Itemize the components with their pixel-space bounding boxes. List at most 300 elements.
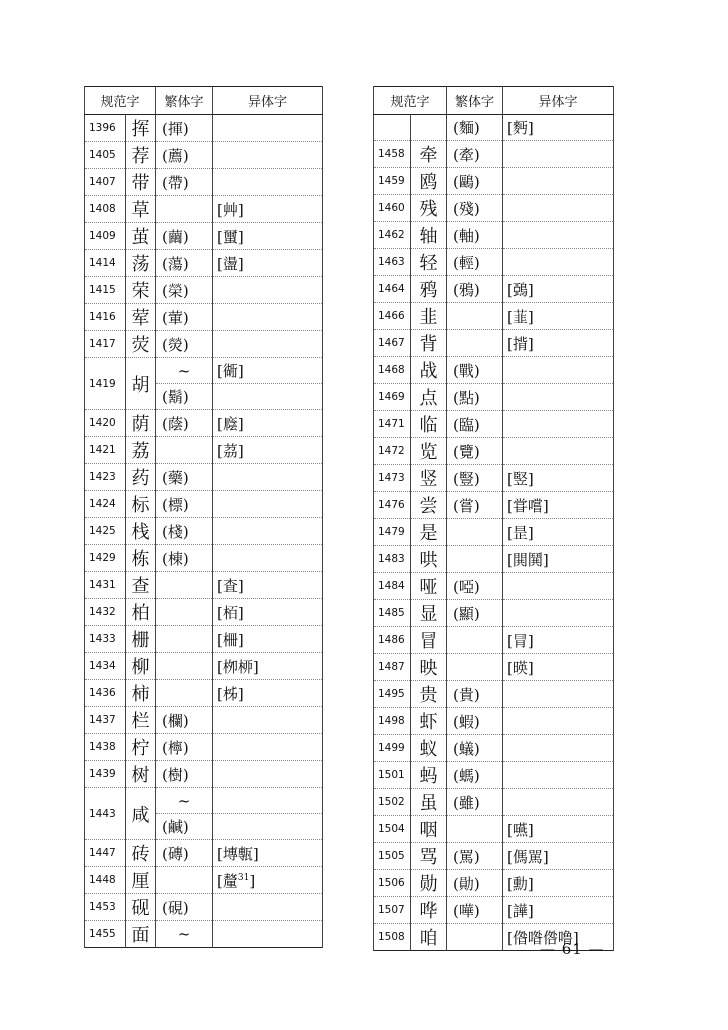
traditional-char [156, 867, 213, 894]
traditional-char: (硯) [156, 894, 213, 921]
table-row [85, 491, 323, 518]
variant-char: [衚] [213, 358, 323, 384]
char-number: 1409 [85, 223, 126, 250]
char-number: 1437 [85, 707, 126, 734]
table-row [85, 734, 323, 761]
char-number: 1433 [85, 626, 126, 653]
variant-char [503, 762, 614, 789]
table-row [374, 654, 614, 681]
traditional-char: (帶) [156, 169, 213, 196]
traditional-char [447, 654, 503, 681]
traditional-char: (顯) [447, 600, 503, 627]
char-number: 1504 [374, 816, 411, 843]
variant-char [503, 195, 614, 222]
standard-char: 尝 [411, 492, 447, 519]
traditional-char: (鷗) [447, 168, 503, 195]
standard-char: 鸥 [411, 168, 447, 195]
traditional-char: (繭) [156, 223, 213, 250]
char-number: 1434 [85, 653, 126, 680]
variant-char [503, 357, 614, 384]
traditional-char: (嘗) [447, 492, 503, 519]
traditional-char: (鹹) [156, 814, 213, 840]
standard-char: 览 [411, 438, 447, 465]
char-number: 1415 [85, 277, 126, 304]
character-table-left [84, 86, 323, 948]
traditional-char: (牽) [447, 141, 503, 168]
char-number: 1396 [85, 115, 126, 142]
table-body-left [85, 115, 323, 948]
standard-char: 蚂 [411, 762, 447, 789]
traditional-char [447, 303, 503, 330]
variant-char: [昰] [503, 519, 614, 546]
standard-char: 荔 [126, 437, 156, 464]
table-row [374, 330, 614, 357]
variant-char [213, 115, 323, 142]
standard-char: 柿 [126, 680, 156, 707]
standard-char: 栏 [126, 707, 156, 734]
table-row [85, 894, 323, 921]
table-row [374, 843, 614, 870]
traditional-char: (欄) [156, 707, 213, 734]
variant-char [503, 222, 614, 249]
variant-char: [柵] [213, 626, 323, 653]
char-number: 1447 [85, 840, 126, 867]
traditional-char [447, 546, 503, 573]
variant-char [503, 681, 614, 708]
traditional-char: (嘩) [447, 897, 503, 924]
char-number: 1429 [85, 545, 126, 572]
variant-char: [甞嚐] [503, 492, 614, 519]
variant-char [213, 304, 323, 331]
table-row [85, 626, 323, 653]
table-row [85, 840, 323, 867]
table-row [374, 519, 614, 546]
standard-char: 哗 [411, 897, 447, 924]
table-row [85, 196, 323, 223]
standard-char [411, 115, 447, 141]
table-row [374, 789, 614, 816]
variant-char: [勳] [503, 870, 614, 897]
table-row [374, 384, 614, 411]
traditional-char: (罵) [447, 843, 503, 870]
traditional-char: (葷) [156, 304, 213, 331]
char-number: 1476 [374, 492, 411, 519]
standard-char: 柏 [126, 599, 156, 626]
variant-char [213, 142, 323, 169]
char-number: 1421 [85, 437, 126, 464]
traditional-char: (揮) [156, 115, 213, 142]
standard-char: 勋 [411, 870, 447, 897]
char-number: 1419 [85, 358, 126, 410]
traditional-char: (棧) [156, 518, 213, 545]
traditional-char [156, 626, 213, 653]
standard-char: 贵 [411, 681, 447, 708]
char-number: 1408 [85, 196, 126, 223]
char-number: 1460 [374, 195, 411, 222]
standard-char: 哑 [411, 573, 447, 600]
char-number: 1414 [85, 250, 126, 277]
traditional-char: (蟻) [447, 735, 503, 762]
header-variant: 异体字 [213, 87, 323, 115]
variant-char: [揹] [503, 330, 614, 357]
char-number: 1436 [85, 680, 126, 707]
char-number: 1438 [85, 734, 126, 761]
table-row [374, 600, 614, 627]
standard-char: 咱 [411, 924, 447, 951]
variant-char: [茘] [213, 437, 323, 464]
table-row [374, 411, 614, 438]
table-row [85, 223, 323, 250]
page-number: — 61 — [540, 940, 605, 958]
header-standard: 规范字 [85, 87, 156, 115]
variant-char [503, 708, 614, 735]
char-number: 1459 [374, 168, 411, 195]
table-row [85, 867, 323, 894]
traditional-char: ~ [156, 921, 213, 948]
char-number: 1486 [374, 627, 411, 654]
header-traditional: 繁体字 [156, 87, 213, 115]
table-row [85, 572, 323, 599]
traditional-char: (磚) [156, 840, 213, 867]
table-row [85, 653, 323, 680]
traditional-char: (鬍) [156, 384, 213, 410]
traditional-char: (熒) [156, 331, 213, 358]
character-table-right [373, 86, 614, 951]
table-row [85, 304, 323, 331]
variant-char [213, 464, 323, 491]
char-number: 1508 [374, 924, 411, 951]
traditional-char: (棟) [156, 545, 213, 572]
char-number: 1466 [374, 303, 411, 330]
variant-char [503, 573, 614, 600]
char-number: 1448 [85, 867, 126, 894]
table-header-row [374, 87, 614, 115]
footnote-ref: 31 [237, 872, 250, 883]
table-row [85, 115, 323, 142]
variant-char [213, 384, 323, 410]
variant-char: [廕] [213, 410, 323, 437]
traditional-char: (輕) [447, 249, 503, 276]
standard-char: 咽 [411, 816, 447, 843]
variant-char: [暎] [503, 654, 614, 681]
variant-char [213, 491, 323, 518]
char-number: 1468 [374, 357, 411, 384]
standard-char: 挥 [126, 115, 156, 142]
standard-char: 带 [126, 169, 156, 196]
char-number: 1505 [374, 843, 411, 870]
variant-char [503, 249, 614, 276]
traditional-char [447, 816, 503, 843]
variant-char [213, 707, 323, 734]
char-number: 1501 [374, 762, 411, 789]
char-number: 1467 [374, 330, 411, 357]
char-number: 1417 [85, 331, 126, 358]
variant-char: [韮] [503, 303, 614, 330]
char-number: 1498 [374, 708, 411, 735]
standard-char: 药 [126, 464, 156, 491]
standard-char: 点 [411, 384, 447, 411]
char-number: 1464 [374, 276, 411, 303]
table-row [374, 465, 614, 492]
variant-char: [鵶] [503, 276, 614, 303]
standard-char: 牵 [411, 141, 447, 168]
table-header-row [85, 87, 323, 115]
char-number: 1479 [374, 519, 411, 546]
char-number: 1473 [374, 465, 411, 492]
table-row [85, 761, 323, 788]
table-row [374, 276, 614, 303]
variant-char: [査] [213, 572, 323, 599]
char-number: 1471 [374, 411, 411, 438]
variant-char: [閧鬨] [503, 546, 614, 573]
table-row [85, 437, 323, 464]
standard-char: 背 [411, 330, 447, 357]
table-row [85, 142, 323, 169]
table-row [85, 921, 323, 948]
char-number: 1443 [85, 788, 126, 840]
standard-char: 查 [126, 572, 156, 599]
variant-char [503, 735, 614, 762]
char-number: 1462 [374, 222, 411, 249]
char-number: 1424 [85, 491, 126, 518]
traditional-char: (點) [447, 384, 503, 411]
header-traditional: 繁体字 [447, 87, 503, 115]
standard-char: 鸦 [411, 276, 447, 303]
standard-char: 栋 [126, 545, 156, 572]
char-number: 1484 [374, 573, 411, 600]
standard-char: 虽 [411, 789, 447, 816]
variant-char: [竪] [503, 465, 614, 492]
standard-char: 柳 [126, 653, 156, 680]
standard-char: 栅 [126, 626, 156, 653]
table-row [85, 464, 323, 491]
standard-char: 战 [411, 357, 447, 384]
char-number: 1487 [374, 654, 411, 681]
standard-char: 虾 [411, 708, 447, 735]
char-number: 1472 [374, 438, 411, 465]
variant-char [503, 438, 614, 465]
traditional-char: (軸) [447, 222, 503, 249]
standard-char: 砚 [126, 894, 156, 921]
variant-char: [麪] [503, 115, 614, 141]
traditional-char: (榮) [156, 277, 213, 304]
traditional-char: (覽) [447, 438, 503, 465]
traditional-char [156, 653, 213, 680]
variant-char [213, 518, 323, 545]
char-number: 1439 [85, 761, 126, 788]
table-row [374, 195, 614, 222]
traditional-char: (樹) [156, 761, 213, 788]
variant-char [213, 734, 323, 761]
char-number: 1405 [85, 142, 126, 169]
traditional-char [156, 680, 213, 707]
standard-char: 冒 [411, 627, 447, 654]
standard-char: 栈 [126, 518, 156, 545]
table-row [374, 627, 614, 654]
header-variant: 异体字 [503, 87, 614, 115]
standard-char: 草 [126, 196, 156, 223]
variant-char: [傌駡] [503, 843, 614, 870]
standard-char: 哄 [411, 546, 447, 573]
header-standard: 规范字 [374, 87, 447, 115]
traditional-char: (蕩) [156, 250, 213, 277]
standard-char: 骂 [411, 843, 447, 870]
standard-char: 蚁 [411, 735, 447, 762]
table-row [85, 707, 323, 734]
char-number: 1502 [374, 789, 411, 816]
char-number: 1499 [374, 735, 411, 762]
char-number: 1458 [374, 141, 411, 168]
traditional-char: (戰) [447, 357, 503, 384]
variant-char [213, 277, 323, 304]
traditional-char [156, 599, 213, 626]
char-number: 1420 [85, 410, 126, 437]
table-row [374, 762, 614, 789]
traditional-char: (麵) [447, 115, 503, 141]
standard-char: 韭 [411, 303, 447, 330]
traditional-char [447, 924, 503, 951]
traditional-char: ~ [156, 788, 213, 814]
standard-char: 咸 [126, 788, 156, 840]
variant-char [503, 141, 614, 168]
table-row [374, 897, 614, 924]
standard-char: 临 [411, 411, 447, 438]
variant-char: [譁] [503, 897, 614, 924]
traditional-char: (勛) [447, 870, 503, 897]
table-row [374, 115, 614, 141]
char-number: 1453 [85, 894, 126, 921]
variant-char: [偺喒倃噜] [503, 924, 614, 951]
variant-char [213, 921, 323, 948]
standard-char: 荤 [126, 304, 156, 331]
variant-char: [塼甎] [213, 840, 323, 867]
table-row [374, 735, 614, 762]
standard-char: 荡 [126, 250, 156, 277]
table-row [374, 573, 614, 600]
char-number: 1423 [85, 464, 126, 491]
table-row [85, 410, 323, 437]
standard-char: 砖 [126, 840, 156, 867]
traditional-char: (蔭) [156, 410, 213, 437]
variant-char: [艸] [213, 196, 323, 223]
table-row [374, 546, 614, 573]
variant-char [503, 789, 614, 816]
table-row [374, 681, 614, 708]
table-row [374, 708, 614, 735]
char-number: 1407 [85, 169, 126, 196]
traditional-char [156, 572, 213, 599]
char-number: 1416 [85, 304, 126, 331]
standard-char: 厘 [126, 867, 156, 894]
variant-char [213, 169, 323, 196]
char-number [374, 115, 411, 141]
char-number: 1425 [85, 518, 126, 545]
variant-char: [栢] [213, 599, 323, 626]
variant-char [213, 894, 323, 921]
traditional-char: (雖) [447, 789, 503, 816]
variant-char [213, 331, 323, 358]
variant-char [213, 761, 323, 788]
traditional-char [447, 330, 503, 357]
table-row [374, 870, 614, 897]
variant-char: [柹] [213, 680, 323, 707]
traditional-char: (殘) [447, 195, 503, 222]
traditional-char: ~ [156, 358, 213, 384]
standard-char: 树 [126, 761, 156, 788]
standard-char: 显 [411, 600, 447, 627]
table-row [85, 518, 323, 545]
table-row [85, 599, 323, 626]
char-number: 1455 [85, 921, 126, 948]
variant-char [213, 788, 323, 814]
traditional-char: (貴) [447, 681, 503, 708]
standard-char: 荐 [126, 142, 156, 169]
traditional-char: (檸) [156, 734, 213, 761]
table-row [85, 788, 323, 814]
standard-char: 残 [411, 195, 447, 222]
table-row [85, 250, 323, 277]
traditional-char [156, 437, 213, 464]
table-row [85, 169, 323, 196]
standard-char: 胡 [126, 358, 156, 410]
standard-char: 轻 [411, 249, 447, 276]
table-row [374, 303, 614, 330]
variant-char [503, 384, 614, 411]
traditional-char [156, 196, 213, 223]
variant-char: [盪] [213, 250, 323, 277]
standard-char: 荫 [126, 410, 156, 437]
char-number: 1432 [85, 599, 126, 626]
char-number: 1506 [374, 870, 411, 897]
standard-char: 是 [411, 519, 447, 546]
variant-char: [嚥] [503, 816, 614, 843]
traditional-char: (薦) [156, 142, 213, 169]
table-row [85, 680, 323, 707]
char-number: 1507 [374, 897, 411, 924]
char-number: 1483 [374, 546, 411, 573]
table-body-right [374, 115, 614, 951]
variant-char: [釐$^{31}$] [213, 867, 323, 894]
char-number: 1463 [374, 249, 411, 276]
standard-char: 标 [126, 491, 156, 518]
traditional-char: (標) [156, 491, 213, 518]
standard-char: 柠 [126, 734, 156, 761]
table-row [374, 816, 614, 843]
standard-char: 荧 [126, 331, 156, 358]
variant-char [503, 168, 614, 195]
table-row [85, 545, 323, 572]
char-number: 1485 [374, 600, 411, 627]
table-row [85, 277, 323, 304]
standard-char: 竖 [411, 465, 447, 492]
table-row [374, 249, 614, 276]
traditional-char: (豎) [447, 465, 503, 492]
table-row [374, 438, 614, 465]
variant-char [213, 814, 323, 840]
traditional-char: (鴉) [447, 276, 503, 303]
standard-char: 面 [126, 921, 156, 948]
traditional-char: (啞) [447, 573, 503, 600]
char-number: 1431 [85, 572, 126, 599]
standard-char: 映 [411, 654, 447, 681]
table-row [85, 331, 323, 358]
standard-char: 荣 [126, 277, 156, 304]
table-row [374, 141, 614, 168]
char-number: 1495 [374, 681, 411, 708]
traditional-char [447, 627, 503, 654]
variant-char: [栁桺] [213, 653, 323, 680]
table-row [85, 358, 323, 384]
